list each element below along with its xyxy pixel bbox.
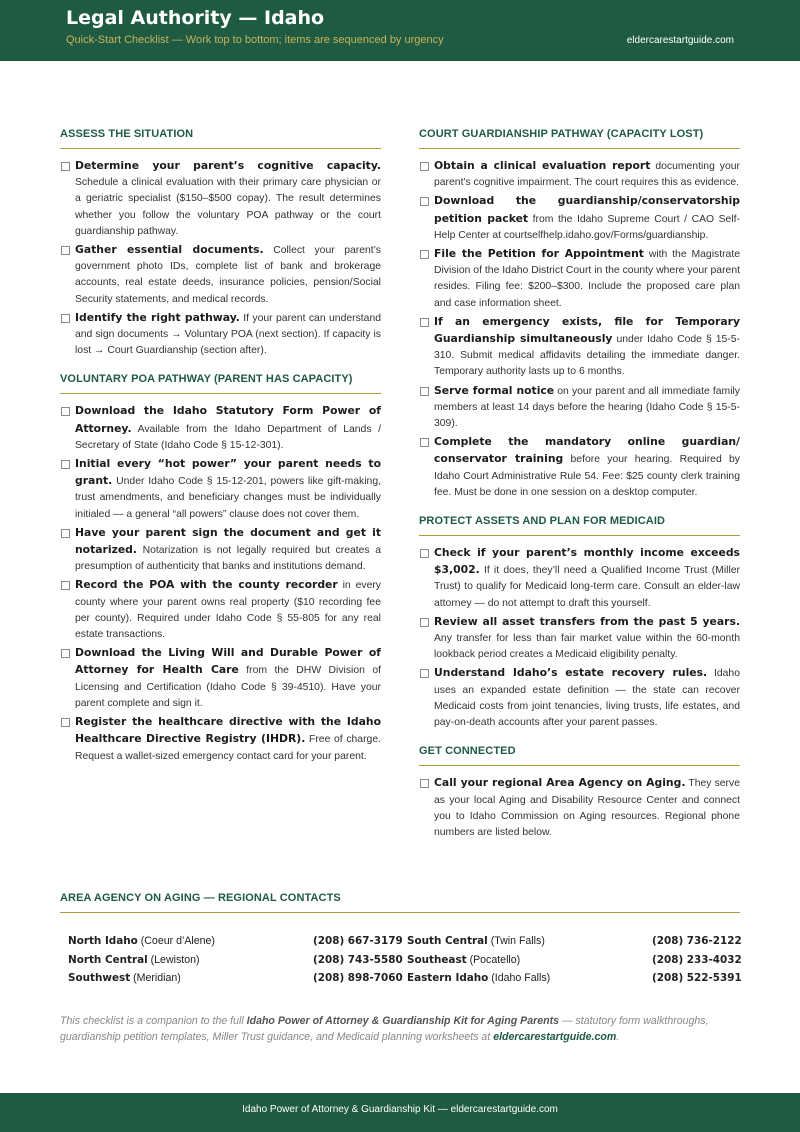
checkbox-icon[interactable] xyxy=(61,581,70,590)
page-title: Legal Authority — Idaho xyxy=(66,7,325,29)
checklist-item xyxy=(419,246,740,312)
item-title: Understand Idaho’s estate recovery rules. xyxy=(434,666,708,680)
item-title: Record the POA with the county recorder xyxy=(75,578,338,592)
note-link[interactable]: eldercarestartguide.com xyxy=(493,1031,617,1043)
contact-phone[interactable]: (208) 898-7060 xyxy=(313,972,403,984)
item-text: in every county where your parent owns real property ($10 recording fee per county). Required under Idaho Code § 55-805 for any real estate transactions. xyxy=(75,580,382,641)
item-text: on your parent and all immediate family members at least 14 days before the hearing (Idaho Code § 15-5-309). xyxy=(434,385,741,430)
item-text: Schedule a clinical evaluation with their primary care physician or a geriatric specialist ($150–$500 copay). The result determines whether you follow the voluntary POA pathway or the court guardianship pathway. xyxy=(75,177,381,237)
region-name: Southwest xyxy=(68,972,131,984)
checkbox-icon[interactable] xyxy=(420,250,429,259)
checklist-item xyxy=(60,714,381,765)
checklist-item xyxy=(60,158,381,240)
region-city: (Lewiston) xyxy=(150,953,200,966)
item-text: Any transfer for less than fair market value within the 60-month lookback period creates a Medicaid eligibility penalty. xyxy=(434,633,740,661)
footer-text: Idaho Power of Attorney & Guardianship Kit — eldercarestartguide.com xyxy=(242,1104,558,1115)
item-title: Obtain a clinical evaluation report xyxy=(434,159,651,172)
region-city: (Coeur d’Alene) xyxy=(140,935,215,947)
region-city: (Meridian) xyxy=(133,972,181,984)
contact-phone[interactable]: (208) 667-3179 xyxy=(313,935,403,947)
checklist-item xyxy=(419,434,740,501)
item-title: Call your regional Area Agency on Aging. xyxy=(434,776,686,790)
item-text: Collect your parent’s government photo IDs, complete list of bank and brokerage accounts, real estate deeds, insurance policies, pension/Social Security statements, and medical records. xyxy=(75,245,381,305)
region-city: (Twin Falls) xyxy=(490,935,545,947)
item-text: with the Magistrate Division of the Idaho District Court in the county where your parent resides. Filing fee: $200–$300. Include the proposed care plan and case information sheet. xyxy=(434,249,740,309)
item-title: Serve formal notice xyxy=(434,383,555,397)
checklist-item xyxy=(419,614,740,664)
checkbox-icon[interactable] xyxy=(420,197,429,206)
item-text: Idaho uses an expanded estate definition — the state can recover Medicaid costs from joint tenancies, living trusts, life estates, and pay-on-death accounts after your parent passes. xyxy=(434,668,740,729)
checklist-section xyxy=(419,515,740,731)
checklist-section xyxy=(419,128,740,501)
item-title: If an emergency exists, file for Temporary Guardianship simultaneously xyxy=(434,314,740,346)
checklist-item xyxy=(419,775,740,841)
item-text: If it does, they’ll need a Qualified Income Trust (Miller Trust) to qualify for Medicaid long-term care. Consult an elder-law attorney — do not attempt to draft this yourself. xyxy=(434,565,740,609)
checklist-item xyxy=(419,193,740,244)
item-text: from the Idaho Supreme Court / CAO Self-Help Center at courtselfhelp.idaho.gov/Forms/guardianship. xyxy=(434,213,740,241)
checkbox-icon[interactable] xyxy=(420,618,429,627)
checklist-item xyxy=(419,314,740,381)
item-title: Download the Living Will and Durable Power of Attorney for Health Care xyxy=(75,646,381,677)
item-title: Register the healthcare directive with the Idaho Healthcare Directive Registry (IHDR). xyxy=(75,715,381,746)
item-text: before your hearing. Required by Idaho Court Administrative Rule 54. Fee: $25 county clerk training fee. Must be done in one session on a desktop computer. xyxy=(434,454,740,498)
note-pre: This checklist is a companion to the full xyxy=(60,1015,247,1027)
contact-phone[interactable]: (208) 743-5580 xyxy=(313,953,403,966)
item-text: They serve as your local Aging and Disability Resource Center and connect you to Idaho Commission on Aging resources. Regional phone numbers are listed below. xyxy=(434,778,740,838)
checkbox-icon[interactable] xyxy=(61,407,70,416)
item-title: Gather essential documents. xyxy=(75,243,264,257)
region-name: North Idaho xyxy=(68,935,138,947)
right-column xyxy=(419,128,740,855)
item-text: Under Idaho Code § 15-12-201, powers like gift-making, trust amendments, and beneficiary changes must be individually initialed — a general “all powers” clause does not cover them. xyxy=(75,476,381,520)
contact-phone[interactable]: (208) 736-2122 xyxy=(652,935,742,947)
checkbox-icon[interactable] xyxy=(420,387,429,396)
item-title: Complete the mandatory online guardian/ conservator training xyxy=(434,435,740,466)
note-post: . xyxy=(616,1031,620,1043)
header-site-link[interactable]: eldercarestartguide.com xyxy=(626,35,734,46)
checklist-item xyxy=(419,158,740,191)
region-city: (Idaho Falls) xyxy=(491,972,551,984)
checkbox-icon[interactable] xyxy=(420,438,429,447)
contact-row xyxy=(60,935,740,953)
region-city: (Pocatello) xyxy=(469,953,521,966)
contact-row xyxy=(60,972,740,990)
section-heading: COURT GUARDIANSHIP PATHWAY (CAPACITY LOST) xyxy=(419,128,740,149)
item-text: documenting your parent's cognitive impairment. The court requires this as evidence. xyxy=(434,161,740,189)
checkbox-icon[interactable] xyxy=(420,779,429,788)
section-heading: ASSESS THE SITUATION xyxy=(60,128,381,149)
item-text: Notarization is not legally required but creates a presumption of authenticity that banks and institutions demand. xyxy=(75,545,381,573)
page-subtitle: Quick-Start Checklist — Work top to bottom; items are sequenced by urgency xyxy=(66,34,444,46)
checklist-item xyxy=(419,665,740,731)
item-title: Review all asset transfers from the past 5 years. xyxy=(434,614,740,628)
contacts-heading: AREA AGENCY ON AGING — REGIONAL CONTACTS xyxy=(60,892,740,913)
note-mid: — statutory form walkthroughs, guardianship petition templates, Miller Trust guidance, and Medicaid planning worksheets at xyxy=(60,1015,709,1043)
left-column xyxy=(60,128,381,779)
item-title: Initial every “hot power” your parent needs to grant. xyxy=(75,457,381,488)
contact-region xyxy=(68,972,181,984)
item-text: If your parent can understand and sign documents → Voluntary POA (next section). If capacity is lost → Court Guardianship (section after). xyxy=(75,312,382,357)
page-header xyxy=(0,0,800,61)
item-text: Available from the Idaho Department of Lands / Secretary of State (Idaho Code § 15-12-301). xyxy=(75,423,381,451)
contact-phone[interactable]: (208) 233-4032 xyxy=(652,953,742,966)
section-heading: GET CONNECTED xyxy=(419,745,740,766)
page-footer xyxy=(0,1093,800,1132)
item-text: from the DHW Division of Licensing and Certification (Idaho Code § 39-4510). Have your parent complete and sign it. xyxy=(75,665,381,709)
checklist-item xyxy=(419,383,740,433)
item-text: Free of charge. Request a wallet-sized emergency contact card for your parent. xyxy=(75,734,381,762)
companion-note xyxy=(60,1013,740,1045)
checkbox-icon[interactable] xyxy=(61,649,70,658)
contact-region xyxy=(68,935,215,947)
checkbox-icon[interactable] xyxy=(61,314,70,323)
item-title: Check if your parent’s monthly income exceeds $3,002. xyxy=(434,546,740,577)
contact-region xyxy=(407,935,545,947)
contact-region xyxy=(407,972,550,984)
item-title: Have your parent sign the document and get it notarized. xyxy=(75,525,381,557)
regional-contacts xyxy=(60,892,740,995)
checkbox-icon[interactable] xyxy=(61,718,70,727)
item-title: Determine your parent’s cognitive capacity. xyxy=(75,159,381,172)
region-name: North Central xyxy=(68,953,148,966)
checkbox-icon[interactable] xyxy=(61,529,70,538)
checkbox-icon[interactable] xyxy=(420,669,429,678)
contact-region xyxy=(68,954,200,966)
checklist-item xyxy=(60,645,381,712)
contacts-table xyxy=(60,935,740,995)
checklist-item xyxy=(60,403,381,454)
checkbox-icon[interactable] xyxy=(61,246,70,255)
checkbox-icon[interactable] xyxy=(420,162,429,171)
checkbox-icon[interactable] xyxy=(61,460,70,469)
checkbox-icon[interactable] xyxy=(420,549,429,558)
checklist-item xyxy=(419,545,740,612)
checklist-item xyxy=(60,456,381,523)
checklist-section xyxy=(60,128,381,359)
region-name: Eastern Idaho xyxy=(407,972,489,984)
contact-region xyxy=(407,954,520,966)
checklist-item xyxy=(60,525,381,576)
item-title: File the Petition for Appointment xyxy=(434,247,644,261)
section-heading: PROTECT ASSETS AND PLAN FOR MEDICAID xyxy=(419,515,740,536)
region-name: Southeast xyxy=(407,953,467,966)
contact-row xyxy=(60,954,740,972)
item-title: Download the Idaho Statutory Form Power of Attorney. xyxy=(75,404,381,435)
note-kit-title: Idaho Power of Attorney & Guardianship Kit for Aging Parents xyxy=(246,1015,559,1027)
checklist-item xyxy=(60,310,381,360)
item-text: under Idaho Code § 15-5-310. Submit medical affidavits detailing the immediate danger. Temporary authority lasts up to 6 months. xyxy=(434,334,740,378)
region-name: South Central xyxy=(407,935,488,947)
checkbox-icon[interactable] xyxy=(61,162,70,171)
checklist-section xyxy=(60,373,381,764)
checklist-item xyxy=(60,577,381,643)
checklist-item xyxy=(60,242,381,308)
contact-phone[interactable]: (208) 522-5391 xyxy=(652,972,742,984)
section-heading: VOLUNTARY POA PATHWAY (PARENT HAS CAPACITY) xyxy=(60,373,381,394)
item-title: Identify the right pathway. xyxy=(75,310,240,324)
checklist-section xyxy=(419,745,740,841)
checkbox-icon[interactable] xyxy=(420,318,429,327)
item-title: Download the guardianship/conservatorship petition packet xyxy=(434,194,740,225)
